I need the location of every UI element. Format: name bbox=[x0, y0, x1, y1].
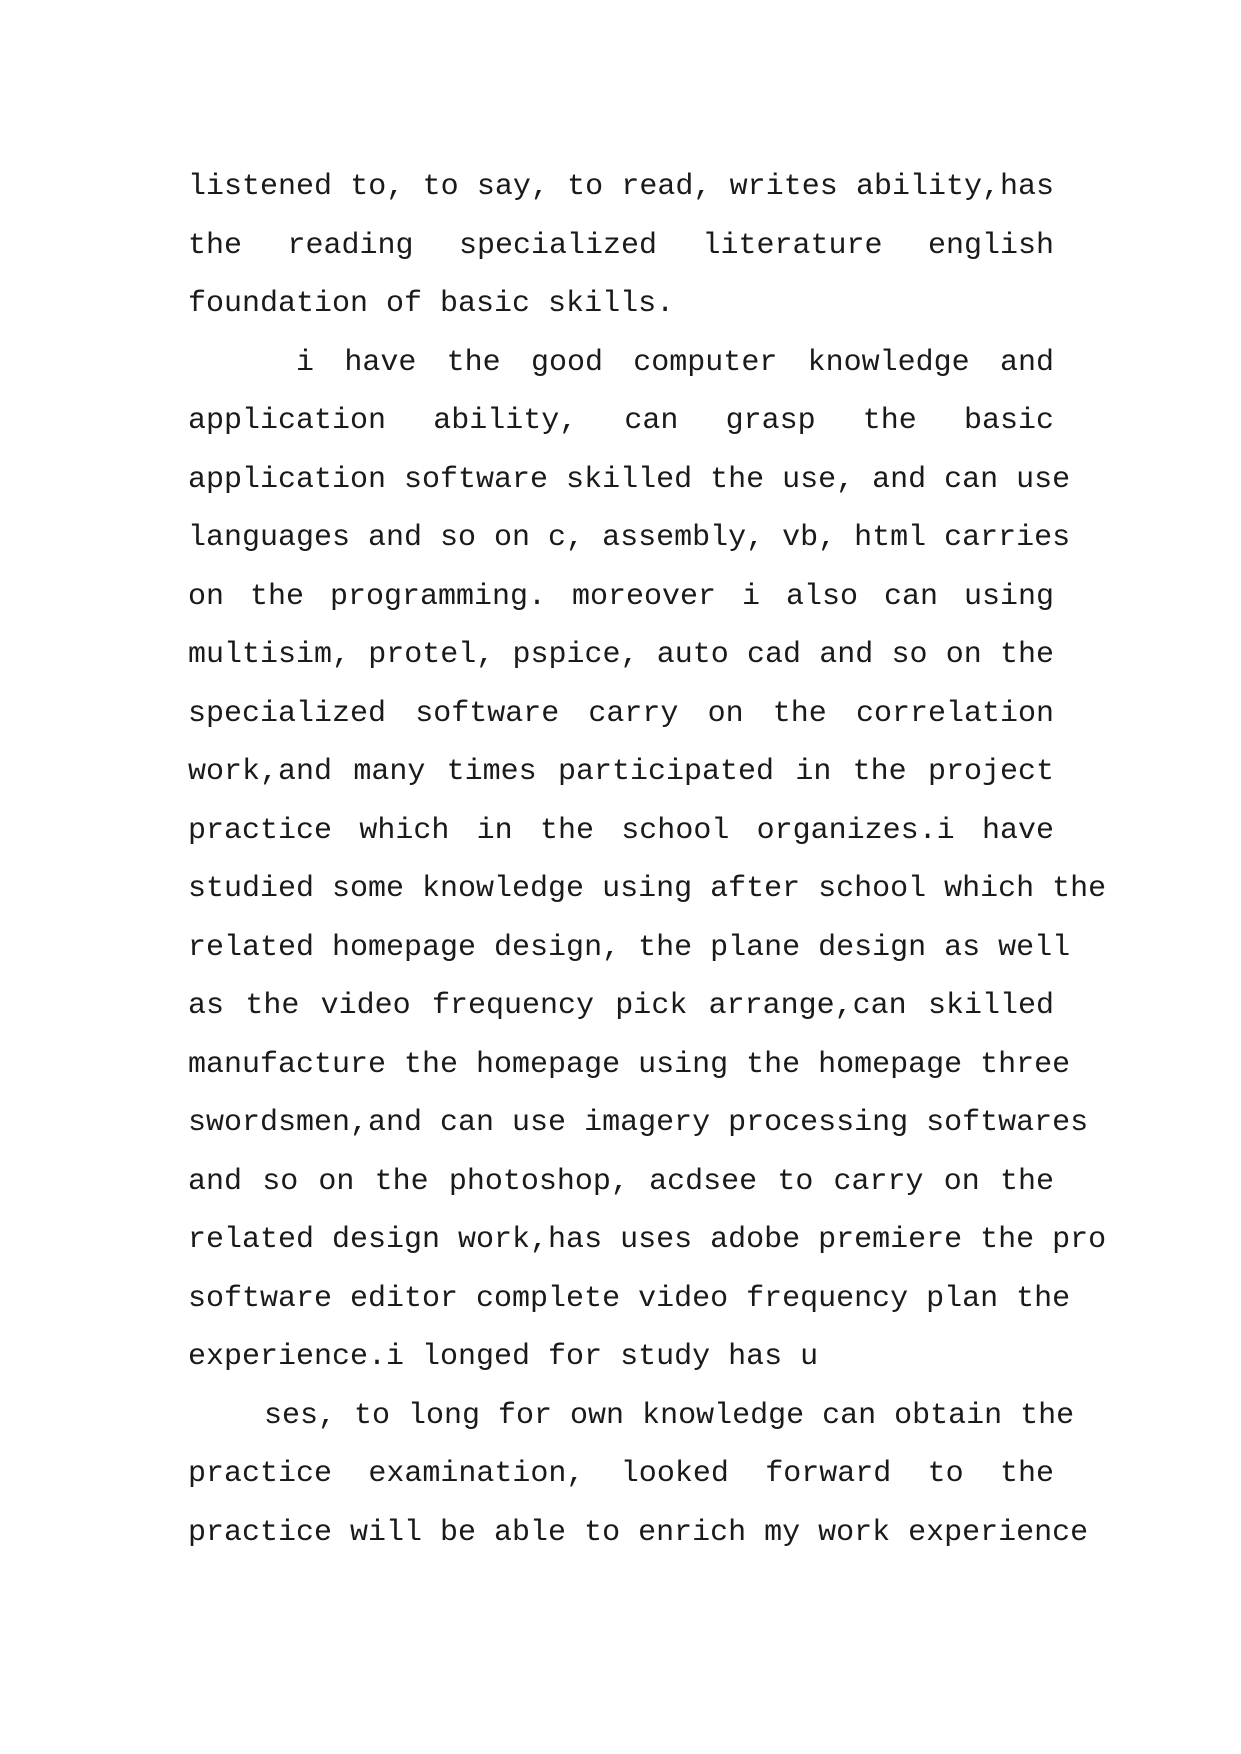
body-text bbox=[188, 158, 1107, 1562]
text-line: related design work,has uses adobe premiere the pro bbox=[188, 1223, 1107, 1257]
text-line: ses, to long for own knowledge can obtain the bbox=[264, 1398, 1075, 1433]
text-line: related homepage design, the plane design as well bbox=[188, 930, 1071, 965]
text-line: specialized software carry on the correlation bbox=[188, 696, 1054, 731]
text-line: manufacture the homepage using the homepage three bbox=[188, 1047, 1071, 1082]
text-line: application ability, can grasp the basic bbox=[188, 404, 1054, 438]
text-line: languages and so on c, assembly, vb, html carries bbox=[188, 521, 1071, 555]
text-line: multisim, protel, pspice, auto cad and so on the bbox=[188, 638, 1054, 672]
text-line: software editor complete video frequency plan the bbox=[188, 1281, 1071, 1316]
text-line: work,and many times participated in the project bbox=[188, 755, 1054, 789]
text-line: application software skilled the use, and can use bbox=[188, 462, 1071, 497]
text-line: and so on the photoshop, acdsee to carry on the bbox=[188, 1164, 1054, 1199]
text-line: studied some knowledge using after school which the bbox=[188, 872, 1107, 906]
text-line: foundation of basic skills. bbox=[188, 287, 675, 321]
text-line: practice examination, looked forward to the bbox=[188, 1457, 1054, 1491]
text-line: listened to, to say, to read, writes ability,has bbox=[188, 170, 1054, 204]
text-line: practice which in the school organizes.i have bbox=[188, 813, 1054, 848]
text-line: on the programming. moreover i also can using bbox=[188, 579, 1054, 614]
text-line: as the video frequency pick arrange,can skilled bbox=[188, 989, 1054, 1023]
text-line: practice will be able to enrich my work experience bbox=[188, 1515, 1089, 1550]
text-line: i have the good computer knowledge and bbox=[296, 345, 1054, 380]
text-line: the reading specialized literature english bbox=[188, 228, 1054, 263]
text-line: experience.i longed for study has u bbox=[188, 1340, 819, 1374]
text-line: swordsmen,and can use imagery processing softwares bbox=[188, 1106, 1089, 1140]
